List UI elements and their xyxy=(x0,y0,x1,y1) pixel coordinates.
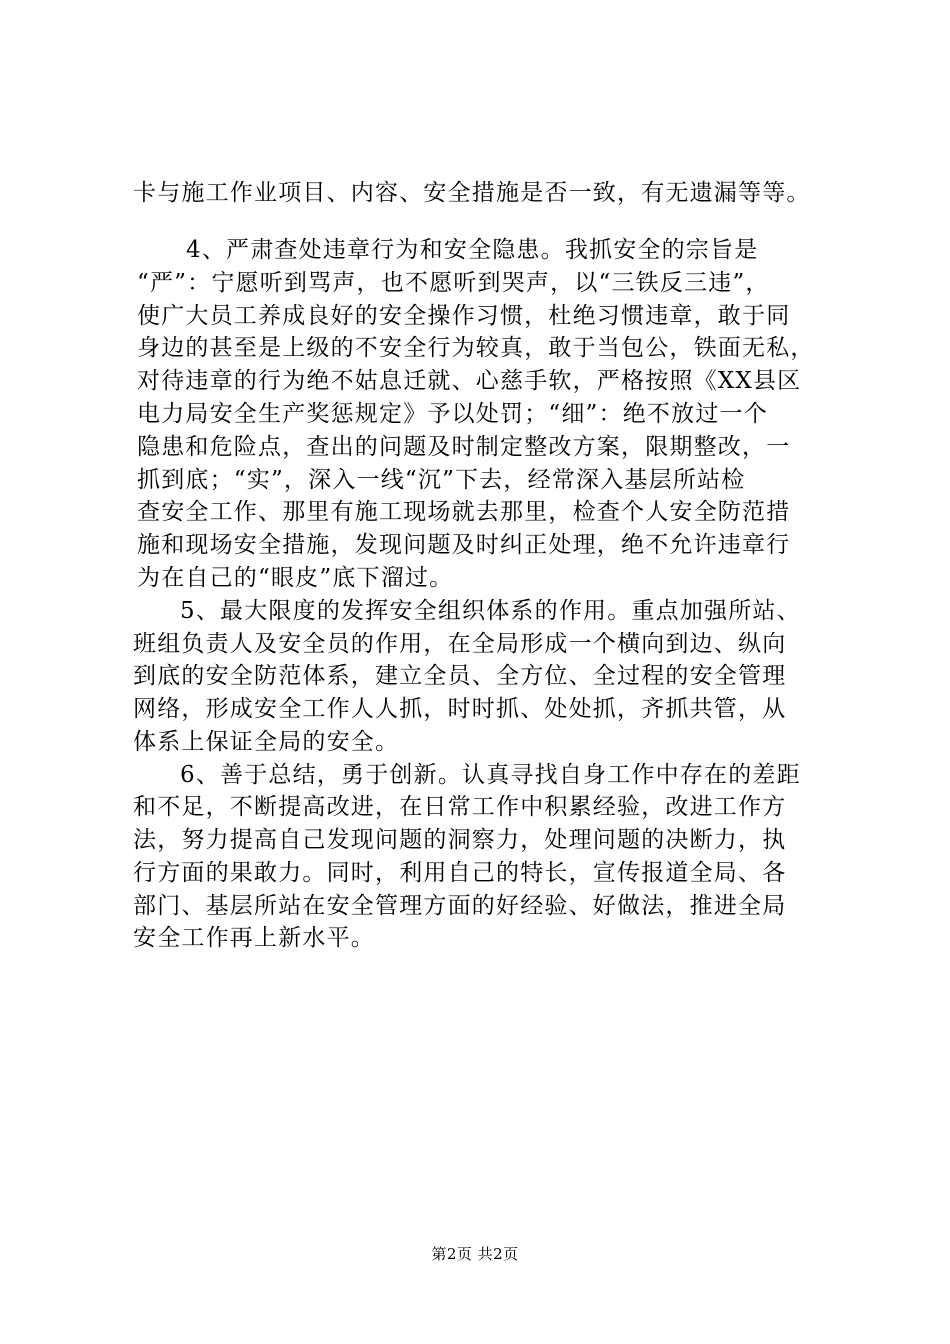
text-line: 身边的甚至是上级的不安全行为较真，敢于当包公，铁面无私， xyxy=(137,335,815,361)
text-line: 使广大员工养成良好的安全操作习惯，杜绝习惯违章，敢于同 xyxy=(137,303,791,329)
text-line: 到底的安全防范体系，建立全员、全方位、全过程的安全管理 xyxy=(133,663,787,689)
text-line: 安全工作再上新水平。 xyxy=(133,925,375,951)
paragraph-5-line: 5、最大限度的发挥安全组织体系的作用。重点加强所站、 xyxy=(180,598,801,624)
text-line: 施和现场安全措施，发现问题及时纠正处理，绝不允许违章行 xyxy=(137,532,791,558)
text-line: 法，努力提高自己发现问题的洞察力，处理问题的决断力，执 xyxy=(133,827,787,853)
text-line: 体系上保证全局的安全。 xyxy=(133,729,400,755)
paragraph-6-line: 6、善于总结，勇于创新。认真寻找自身工作中存在的差距 xyxy=(180,762,801,788)
paragraph-4-line: 4、严肃查处违章行为和安全隐患。我抓安全的宗旨是 xyxy=(186,237,759,263)
text-line: 行方面的果敢力。同时，利用自己的特长，宣传报道全局、各 xyxy=(133,860,787,886)
text-line: 查安全工作、那里有施工现场就去那里，检查个人安全防范措 xyxy=(137,499,791,525)
text-line: 抓到底；“实”，深入一线“沉”下去，经常深入基层所站检 xyxy=(137,467,746,493)
text-line: 网络，形成安全工作人人抓，时时抓、处处抓，齐抓共管，从 xyxy=(133,696,787,722)
text-line: 隐患和危险点，查出的问题及时制定整改方案，限期整改，一 xyxy=(137,434,791,460)
text-line: 和不足，不断提高改进，在日常工作中积累经验，改进工作方 xyxy=(133,794,787,820)
page-number-footer: 第2页 共2页 xyxy=(431,1245,519,1263)
text-line: 为在自己的“眼皮”底下溜过。 xyxy=(137,565,454,591)
text-line: “严”：宁愿听到骂声，也不愿听到哭声，以“三铁反三违”， xyxy=(137,270,770,296)
text-line: 电力局安全生产奖惩规定》予以处罚；“细”：绝不放过一个 xyxy=(137,401,768,427)
text-line: 卡与施工作业项目、内容、安全措施是否一致，有无遗漏等等。 xyxy=(133,180,811,206)
text-line: 班组负责人及安全员的作用，在全局形成一个横向到边、纵向 xyxy=(133,631,787,657)
text-line: 对待违章的行为绝不姑息迁就、心慈手软，严格按照《XX县区 xyxy=(137,368,802,394)
text-line: 部门、基层所站在安全管理方面的好经验、好做法，推进全局 xyxy=(133,893,787,919)
